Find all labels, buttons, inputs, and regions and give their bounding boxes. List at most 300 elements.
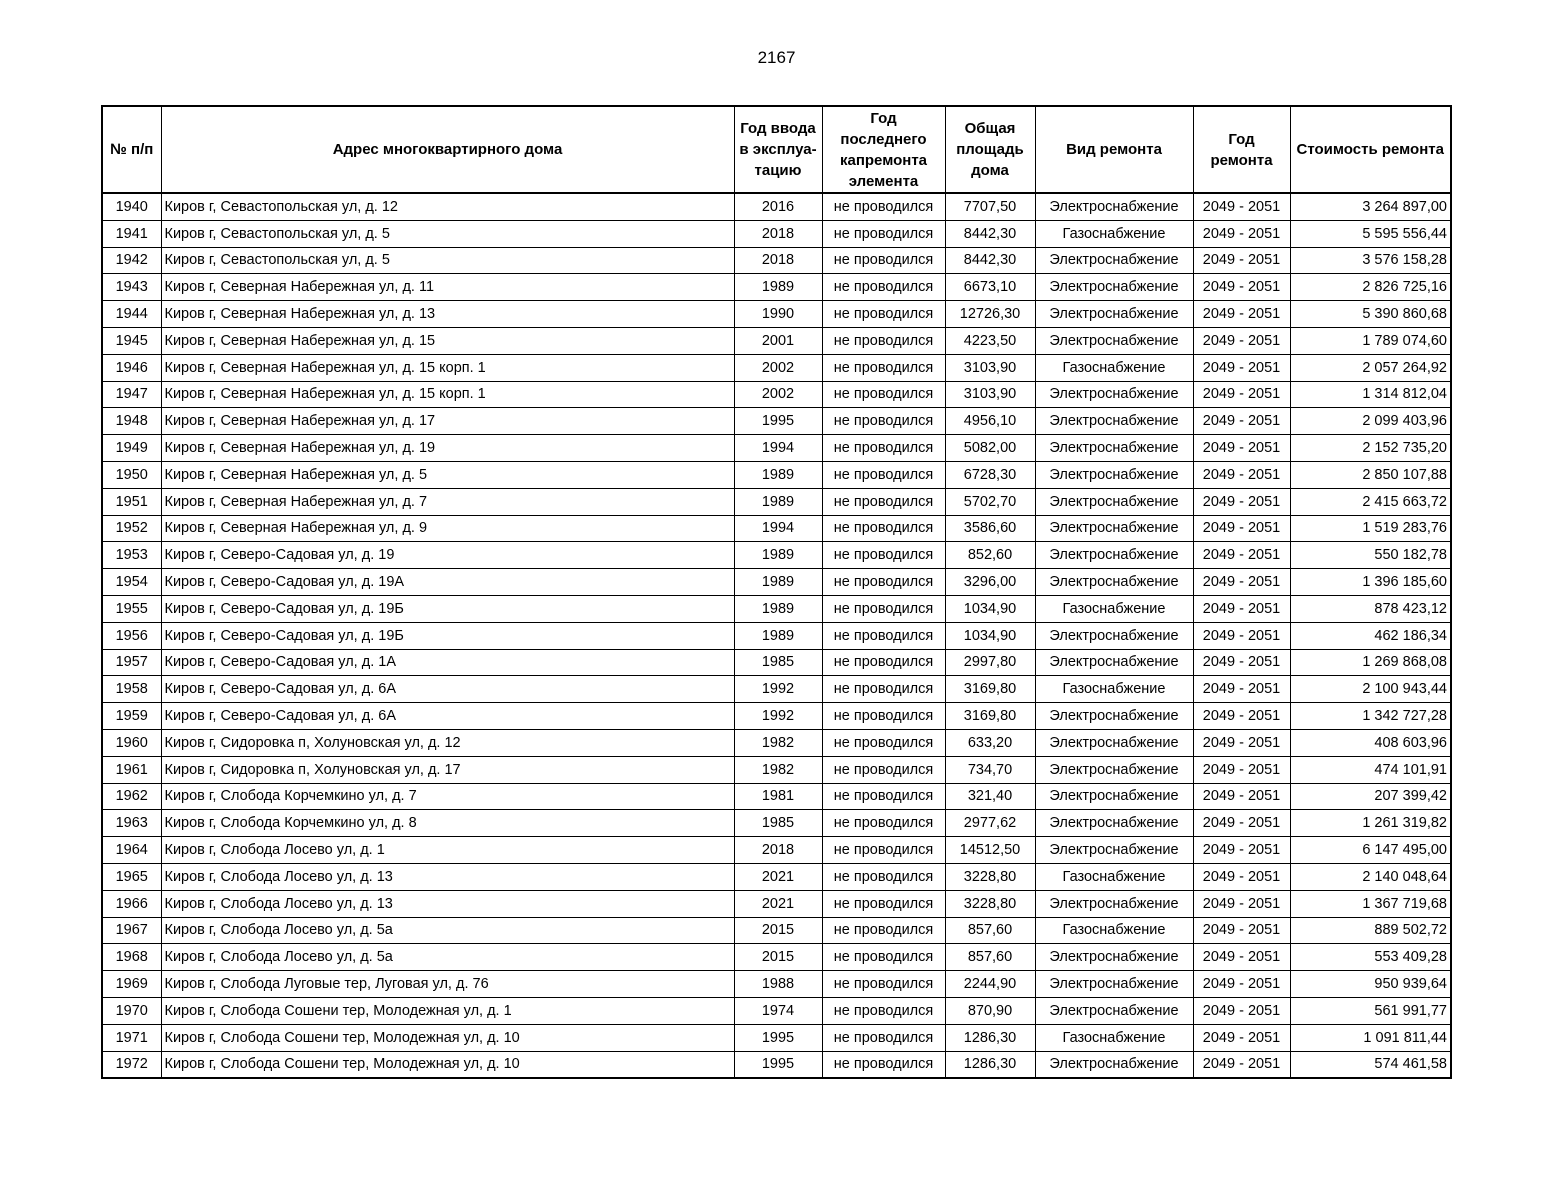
repair-type-cell: Электроснабжение: [1035, 729, 1193, 756]
total-area-cell: 1286,30: [945, 1051, 1035, 1078]
row-number-cell: 1941: [102, 220, 161, 247]
repair-type-cell: Электроснабжение: [1035, 971, 1193, 998]
repair-year-cell: 2049 - 2051: [1193, 542, 1290, 569]
address-cell: Киров г, Слобода Лосево ул, д. 5а: [161, 917, 734, 944]
repair-cost-cell: 1 342 727,28: [1290, 703, 1451, 730]
repair-type-cell: Газоснабжение: [1035, 917, 1193, 944]
address-cell: Киров г, Слобода Луговые тер, Луговая ул, д. 76: [161, 971, 734, 998]
row-number-cell: 1969: [102, 971, 161, 998]
year-commissioned-cell: 1989: [734, 461, 822, 488]
address-cell: Киров г, Северная Набережная ул, д. 7: [161, 488, 734, 515]
repair-cost-cell: 2 057 264,92: [1290, 354, 1451, 381]
last-repair-year-cell: не проводился: [822, 971, 945, 998]
year-commissioned-cell: 1992: [734, 703, 822, 730]
header-address: Адрес многоквартирного дома: [161, 106, 734, 193]
row-number-cell: 1946: [102, 354, 161, 381]
repair-year-cell: 2049 - 2051: [1193, 354, 1290, 381]
table-row: [102, 971, 1451, 998]
total-area-cell: 633,20: [945, 729, 1035, 756]
address-cell: Киров г, Севастопольская ул, д. 5: [161, 220, 734, 247]
repair-cost-cell: 574 461,58: [1290, 1051, 1451, 1078]
last-repair-year-cell: не проводился: [822, 837, 945, 864]
address-cell: Киров г, Северная Набережная ул, д. 13: [161, 301, 734, 328]
total-area-cell: 3103,90: [945, 381, 1035, 408]
total-area-cell: 2244,90: [945, 971, 1035, 998]
total-area-cell: 6728,30: [945, 461, 1035, 488]
table-row: [102, 542, 1451, 569]
repair-type-cell: Электроснабжение: [1035, 997, 1193, 1024]
address-cell: Киров г, Севастопольская ул, д. 5: [161, 247, 734, 274]
total-area-cell: 2977,62: [945, 810, 1035, 837]
total-area-cell: 8442,30: [945, 247, 1035, 274]
repair-year-cell: 2049 - 2051: [1193, 703, 1290, 730]
repair-year-cell: 2049 - 2051: [1193, 569, 1290, 596]
repair-year-cell: 2049 - 2051: [1193, 1051, 1290, 1078]
repair-cost-cell: 1 091 811,44: [1290, 1024, 1451, 1051]
address-cell: Киров г, Северная Набережная ул, д. 11: [161, 274, 734, 301]
repair-cost-cell: 3 576 158,28: [1290, 247, 1451, 274]
repair-type-cell: Электроснабжение: [1035, 381, 1193, 408]
table-row: [102, 327, 1451, 354]
repair-cost-cell: 5 595 556,44: [1290, 220, 1451, 247]
header-total-area: Общая площадь дома: [945, 106, 1035, 193]
last-repair-year-cell: не проводился: [822, 1024, 945, 1051]
address-cell: Киров г, Северная Набережная ул, д. 15: [161, 327, 734, 354]
table-row: [102, 649, 1451, 676]
last-repair-year-cell: не проводился: [822, 193, 945, 220]
address-cell: Киров г, Северная Набережная ул, д. 15 корп. 1: [161, 354, 734, 381]
total-area-cell: 3103,90: [945, 354, 1035, 381]
repair-year-cell: 2049 - 2051: [1193, 408, 1290, 435]
repair-year-cell: 2049 - 2051: [1193, 756, 1290, 783]
repair-type-cell: Электроснабжение: [1035, 1051, 1193, 1078]
year-commissioned-cell: 1981: [734, 783, 822, 810]
header-last-repair-year: Год последнего капремонта элемента: [822, 106, 945, 193]
year-commissioned-cell: 2018: [734, 247, 822, 274]
year-commissioned-cell: 1995: [734, 1051, 822, 1078]
repair-type-cell: Электроснабжение: [1035, 327, 1193, 354]
repair-year-cell: 2049 - 2051: [1193, 595, 1290, 622]
repair-cost-cell: 950 939,64: [1290, 971, 1451, 998]
total-area-cell: 3228,80: [945, 863, 1035, 890]
table-row: [102, 917, 1451, 944]
total-area-cell: 1286,30: [945, 1024, 1035, 1051]
repair-year-cell: 2049 - 2051: [1193, 729, 1290, 756]
address-cell: Киров г, Северо-Садовая ул, д. 6А: [161, 676, 734, 703]
year-commissioned-cell: 1989: [734, 542, 822, 569]
year-commissioned-cell: 1989: [734, 569, 822, 596]
repair-cost-cell: 2 152 735,20: [1290, 435, 1451, 462]
repair-type-cell: Электроснабжение: [1035, 622, 1193, 649]
last-repair-year-cell: не проводился: [822, 649, 945, 676]
year-commissioned-cell: 1982: [734, 729, 822, 756]
total-area-cell: 3296,00: [945, 569, 1035, 596]
table-row: [102, 435, 1451, 462]
year-commissioned-cell: 2002: [734, 381, 822, 408]
table-row: [102, 595, 1451, 622]
last-repair-year-cell: не проводился: [822, 381, 945, 408]
address-cell: Киров г, Слобода Лосево ул, д. 1: [161, 837, 734, 864]
repair-cost-cell: 553 409,28: [1290, 944, 1451, 971]
table-row: [102, 622, 1451, 649]
last-repair-year-cell: не проводился: [822, 542, 945, 569]
repair-type-cell: Газоснабжение: [1035, 595, 1193, 622]
page-number: 2167: [757, 48, 796, 67]
last-repair-year-cell: не проводился: [822, 515, 945, 542]
year-commissioned-cell: 1985: [734, 810, 822, 837]
repair-type-cell: Электроснабжение: [1035, 408, 1193, 435]
address-cell: Киров г, Слобода Сошени тер, Молодежная ул, д. 10: [161, 1051, 734, 1078]
repair-type-cell: Электроснабжение: [1035, 649, 1193, 676]
last-repair-year-cell: не проводился: [822, 220, 945, 247]
repair-cost-cell: 561 991,77: [1290, 997, 1451, 1024]
row-number-cell: 1950: [102, 461, 161, 488]
row-number-cell: 1959: [102, 703, 161, 730]
repair-type-cell: Электроснабжение: [1035, 435, 1193, 462]
address-cell: Киров г, Северная Набережная ул, д. 17: [161, 408, 734, 435]
table-row: [102, 890, 1451, 917]
year-commissioned-cell: 2018: [734, 220, 822, 247]
header-repair-cost: Стоимость ремонта: [1290, 106, 1451, 193]
total-area-cell: 5702,70: [945, 488, 1035, 515]
address-cell: Киров г, Слобода Сошени тер, Молодежная ул, д. 10: [161, 1024, 734, 1051]
total-area-cell: 8442,30: [945, 220, 1035, 247]
year-commissioned-cell: 2001: [734, 327, 822, 354]
repair-year-cell: 2049 - 2051: [1193, 515, 1290, 542]
address-cell: Киров г, Северо-Садовая ул, д. 19: [161, 542, 734, 569]
row-number-cell: 1957: [102, 649, 161, 676]
address-cell: Киров г, Северо-Садовая ул, д. 19А: [161, 569, 734, 596]
table-row: [102, 729, 1451, 756]
repair-cost-cell: 2 100 943,44: [1290, 676, 1451, 703]
total-area-cell: 12726,30: [945, 301, 1035, 328]
repair-type-cell: Газоснабжение: [1035, 676, 1193, 703]
repair-year-cell: 2049 - 2051: [1193, 435, 1290, 462]
table-row: [102, 381, 1451, 408]
total-area-cell: 5082,00: [945, 435, 1035, 462]
address-cell: Киров г, Северная Набережная ул, д. 5: [161, 461, 734, 488]
repair-type-cell: Электроснабжение: [1035, 810, 1193, 837]
table-row: [102, 944, 1451, 971]
repair-type-cell: Электроснабжение: [1035, 274, 1193, 301]
address-cell: Киров г, Сидоровка п, Холуновская ул, д. 12: [161, 729, 734, 756]
total-area-cell: 857,60: [945, 944, 1035, 971]
row-number-cell: 1970: [102, 997, 161, 1024]
address-cell: Киров г, Северо-Садовая ул, д. 19Б: [161, 622, 734, 649]
table-row: [102, 515, 1451, 542]
header-repair-year: Год ремонта: [1193, 106, 1290, 193]
year-commissioned-cell: 1994: [734, 435, 822, 462]
row-number-cell: 1947: [102, 381, 161, 408]
repair-cost-cell: 2 415 663,72: [1290, 488, 1451, 515]
table-row: [102, 1051, 1451, 1078]
repair-year-cell: 2049 - 2051: [1193, 997, 1290, 1024]
year-commissioned-cell: 1989: [734, 274, 822, 301]
repair-cost-cell: 6 147 495,00: [1290, 837, 1451, 864]
repair-cost-cell: 1 367 719,68: [1290, 890, 1451, 917]
table-row: [102, 783, 1451, 810]
last-repair-year-cell: не проводился: [822, 810, 945, 837]
row-number-cell: 1945: [102, 327, 161, 354]
total-area-cell: 7707,50: [945, 193, 1035, 220]
repair-year-cell: 2049 - 2051: [1193, 274, 1290, 301]
row-number-cell: 1948: [102, 408, 161, 435]
repair-type-cell: Электроснабжение: [1035, 890, 1193, 917]
table-row: [102, 461, 1451, 488]
table-row: [102, 1024, 1451, 1051]
address-cell: Киров г, Северная Набережная ул, д. 15 корп. 1: [161, 381, 734, 408]
table-row: [102, 569, 1451, 596]
address-cell: Киров г, Слобода Лосево ул, д. 13: [161, 890, 734, 917]
last-repair-year-cell: не проводился: [822, 997, 945, 1024]
repair-cost-cell: 5 390 860,68: [1290, 301, 1451, 328]
repair-type-cell: Электроснабжение: [1035, 193, 1193, 220]
repair-cost-cell: 878 423,12: [1290, 595, 1451, 622]
repair-cost-cell: 2 850 107,88: [1290, 461, 1451, 488]
repair-cost-cell: 408 603,96: [1290, 729, 1451, 756]
total-area-cell: 14512,50: [945, 837, 1035, 864]
last-repair-year-cell: не проводился: [822, 917, 945, 944]
year-commissioned-cell: 1994: [734, 515, 822, 542]
year-commissioned-cell: 2002: [734, 354, 822, 381]
row-number-cell: 1972: [102, 1051, 161, 1078]
last-repair-year-cell: не проводился: [822, 408, 945, 435]
last-repair-year-cell: не проводился: [822, 890, 945, 917]
year-commissioned-cell: 1982: [734, 756, 822, 783]
year-commissioned-cell: 1985: [734, 649, 822, 676]
total-area-cell: 3228,80: [945, 890, 1035, 917]
repair-type-cell: Газоснабжение: [1035, 354, 1193, 381]
repair-type-cell: Электроснабжение: [1035, 837, 1193, 864]
last-repair-year-cell: не проводился: [822, 274, 945, 301]
row-number-cell: 1949: [102, 435, 161, 462]
table-row: [102, 863, 1451, 890]
repair-cost-cell: 2 826 725,16: [1290, 274, 1451, 301]
row-number-cell: 1944: [102, 301, 161, 328]
repair-schedule-table: [101, 105, 1452, 1079]
address-cell: Киров г, Слобода Корчемкино ул, д. 8: [161, 810, 734, 837]
last-repair-year-cell: не проводился: [822, 595, 945, 622]
total-area-cell: 4223,50: [945, 327, 1035, 354]
year-commissioned-cell: 2018: [734, 837, 822, 864]
row-number-cell: 1963: [102, 810, 161, 837]
header-year-commissioned: Год ввода в эксплуа-тацию: [734, 106, 822, 193]
total-area-cell: 852,60: [945, 542, 1035, 569]
table-row: [102, 837, 1451, 864]
repair-cost-cell: 1 269 868,08: [1290, 649, 1451, 676]
table-row: [102, 247, 1451, 274]
address-cell: Киров г, Слобода Корчемкино ул, д. 7: [161, 783, 734, 810]
address-cell: Киров г, Севастопольская ул, д. 12: [161, 193, 734, 220]
repair-year-cell: 2049 - 2051: [1193, 247, 1290, 274]
last-repair-year-cell: не проводился: [822, 756, 945, 783]
last-repair-year-cell: не проводился: [822, 435, 945, 462]
row-number-cell: 1960: [102, 729, 161, 756]
year-commissioned-cell: 1974: [734, 997, 822, 1024]
last-repair-year-cell: не проводился: [822, 729, 945, 756]
row-number-cell: 1956: [102, 622, 161, 649]
repair-year-cell: 2049 - 2051: [1193, 649, 1290, 676]
total-area-cell: 3169,80: [945, 703, 1035, 730]
last-repair-year-cell: не проводился: [822, 1051, 945, 1078]
last-repair-year-cell: не проводился: [822, 301, 945, 328]
year-commissioned-cell: 1990: [734, 301, 822, 328]
year-commissioned-cell: 1988: [734, 971, 822, 998]
year-commissioned-cell: 2015: [734, 917, 822, 944]
repair-cost-cell: 889 502,72: [1290, 917, 1451, 944]
total-area-cell: 3169,80: [945, 676, 1035, 703]
table-row: [102, 274, 1451, 301]
repair-year-cell: 2049 - 2051: [1193, 1024, 1290, 1051]
row-number-cell: 1943: [102, 274, 161, 301]
row-number-cell: 1966: [102, 890, 161, 917]
total-area-cell: 870,90: [945, 997, 1035, 1024]
row-number-cell: 1964: [102, 837, 161, 864]
repair-cost-cell: 550 182,78: [1290, 542, 1451, 569]
repair-type-cell: Электроснабжение: [1035, 542, 1193, 569]
year-commissioned-cell: 2016: [734, 193, 822, 220]
repair-cost-cell: 3 264 897,00: [1290, 193, 1451, 220]
last-repair-year-cell: не проводился: [822, 569, 945, 596]
year-commissioned-cell: 2021: [734, 863, 822, 890]
repair-year-cell: 2049 - 2051: [1193, 220, 1290, 247]
address-cell: Киров г, Северная Набережная ул, д. 19: [161, 435, 734, 462]
total-area-cell: 734,70: [945, 756, 1035, 783]
repair-cost-cell: 2 140 048,64: [1290, 863, 1451, 890]
repair-year-cell: 2049 - 2051: [1193, 890, 1290, 917]
table-row: [102, 488, 1451, 515]
address-cell: Киров г, Слобода Лосево ул, д. 13: [161, 863, 734, 890]
table-header-row: [102, 106, 1451, 193]
total-area-cell: 857,60: [945, 917, 1035, 944]
year-commissioned-cell: 2015: [734, 944, 822, 971]
row-number-cell: 1942: [102, 247, 161, 274]
year-commissioned-cell: 1995: [734, 408, 822, 435]
total-area-cell: 1034,90: [945, 622, 1035, 649]
total-area-cell: 1034,90: [945, 595, 1035, 622]
last-repair-year-cell: не проводился: [822, 622, 945, 649]
table-row: [102, 997, 1451, 1024]
year-commissioned-cell: 1989: [734, 488, 822, 515]
last-repair-year-cell: не проводился: [822, 676, 945, 703]
last-repair-year-cell: не проводился: [822, 488, 945, 515]
table-row: [102, 676, 1451, 703]
table-row: [102, 301, 1451, 328]
repair-year-cell: 2049 - 2051: [1193, 863, 1290, 890]
repair-type-cell: Электроснабжение: [1035, 488, 1193, 515]
row-number-cell: 1940: [102, 193, 161, 220]
address-cell: Киров г, Северо-Садовая ул, д. 6А: [161, 703, 734, 730]
year-commissioned-cell: 2021: [734, 890, 822, 917]
repair-cost-cell: 1 261 319,82: [1290, 810, 1451, 837]
repair-cost-cell: 1 789 074,60: [1290, 327, 1451, 354]
address-cell: Киров г, Северная Набережная ул, д. 9: [161, 515, 734, 542]
total-area-cell: 6673,10: [945, 274, 1035, 301]
repair-year-cell: 2049 - 2051: [1193, 193, 1290, 220]
repair-type-cell: Электроснабжение: [1035, 247, 1193, 274]
row-number-cell: 1951: [102, 488, 161, 515]
row-number-cell: 1955: [102, 595, 161, 622]
repair-year-cell: 2049 - 2051: [1193, 971, 1290, 998]
last-repair-year-cell: не проводился: [822, 944, 945, 971]
total-area-cell: 4956,10: [945, 408, 1035, 435]
repair-cost-cell: 1 519 283,76: [1290, 515, 1451, 542]
repair-cost-cell: 1 396 185,60: [1290, 569, 1451, 596]
repair-year-cell: 2049 - 2051: [1193, 327, 1290, 354]
row-number-cell: 1958: [102, 676, 161, 703]
repair-year-cell: 2049 - 2051: [1193, 837, 1290, 864]
last-repair-year-cell: не проводился: [822, 863, 945, 890]
year-commissioned-cell: 1995: [734, 1024, 822, 1051]
total-area-cell: 3586,60: [945, 515, 1035, 542]
repair-type-cell: Электроснабжение: [1035, 756, 1193, 783]
address-cell: Киров г, Северо-Садовая ул, д. 19Б: [161, 595, 734, 622]
table-row: [102, 703, 1451, 730]
last-repair-year-cell: не проводился: [822, 461, 945, 488]
repair-year-cell: 2049 - 2051: [1193, 944, 1290, 971]
row-number-cell: 1954: [102, 569, 161, 596]
row-number-cell: 1971: [102, 1024, 161, 1051]
table-row: [102, 354, 1451, 381]
row-number-cell: 1965: [102, 863, 161, 890]
table-row: [102, 810, 1451, 837]
repair-type-cell: Электроснабжение: [1035, 515, 1193, 542]
header-repair-type: Вид ремонта: [1035, 106, 1193, 193]
year-commissioned-cell: 1992: [734, 676, 822, 703]
repair-year-cell: 2049 - 2051: [1193, 381, 1290, 408]
address-cell: Киров г, Слобода Сошени тер, Молодежная ул, д. 1: [161, 997, 734, 1024]
last-repair-year-cell: не проводился: [822, 354, 945, 381]
repair-type-cell: Электроснабжение: [1035, 783, 1193, 810]
repair-year-cell: 2049 - 2051: [1193, 676, 1290, 703]
row-number-cell: 1961: [102, 756, 161, 783]
table-row: [102, 756, 1451, 783]
last-repair-year-cell: не проводился: [822, 327, 945, 354]
last-repair-year-cell: не проводился: [822, 247, 945, 274]
last-repair-year-cell: не проводился: [822, 703, 945, 730]
repair-type-cell: Электроснабжение: [1035, 703, 1193, 730]
repair-cost-cell: 462 186,34: [1290, 622, 1451, 649]
repair-year-cell: 2049 - 2051: [1193, 301, 1290, 328]
repair-year-cell: 2049 - 2051: [1193, 461, 1290, 488]
row-number-cell: 1962: [102, 783, 161, 810]
repair-year-cell: 2049 - 2051: [1193, 783, 1290, 810]
row-number-cell: 1952: [102, 515, 161, 542]
repair-type-cell: Газоснабжение: [1035, 863, 1193, 890]
repair-type-cell: Электроснабжение: [1035, 301, 1193, 328]
repair-year-cell: 2049 - 2051: [1193, 917, 1290, 944]
repair-cost-cell: 2 099 403,96: [1290, 408, 1451, 435]
repair-type-cell: Электроснабжение: [1035, 461, 1193, 488]
table-body: [102, 193, 1451, 1078]
repair-type-cell: Газоснабжение: [1035, 1024, 1193, 1051]
year-commissioned-cell: 1989: [734, 595, 822, 622]
row-number-cell: 1968: [102, 944, 161, 971]
repair-cost-cell: 474 101,91: [1290, 756, 1451, 783]
year-commissioned-cell: 1989: [734, 622, 822, 649]
table-row: [102, 220, 1451, 247]
table-row: [102, 193, 1451, 220]
repair-type-cell: Электроснабжение: [1035, 944, 1193, 971]
address-cell: Киров г, Северо-Садовая ул, д. 1А: [161, 649, 734, 676]
repair-cost-cell: 1 314 812,04: [1290, 381, 1451, 408]
repair-year-cell: 2049 - 2051: [1193, 810, 1290, 837]
repair-year-cell: 2049 - 2051: [1193, 488, 1290, 515]
total-area-cell: 2997,80: [945, 649, 1035, 676]
header-number: № п/п: [102, 106, 161, 193]
address-cell: Киров г, Сидоровка п, Холуновская ул, д. 17: [161, 756, 734, 783]
repair-year-cell: 2049 - 2051: [1193, 622, 1290, 649]
